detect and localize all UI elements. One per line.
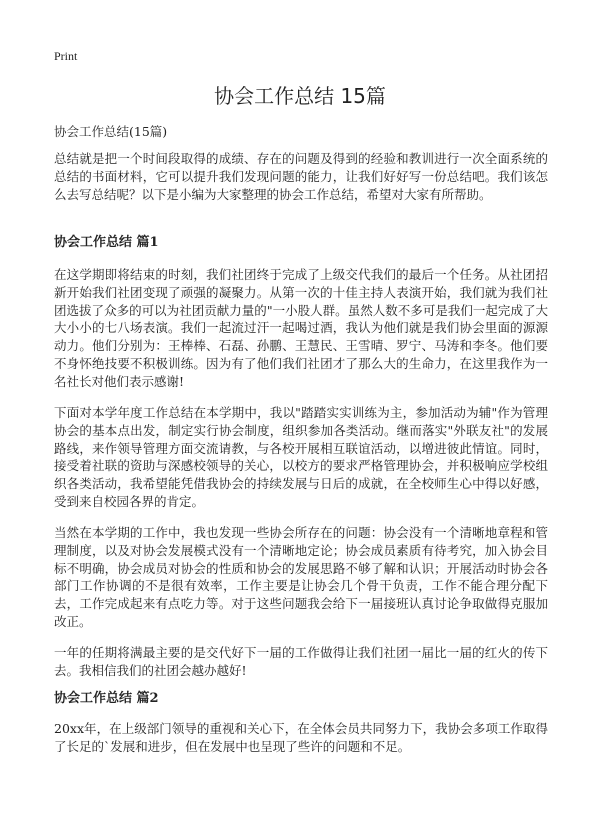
body-paragraph: 当然在本学期的工作中，我也发现一些协会所存在的问题：协会没有一个清晰地章程和管理制度，以及对协会发展模式没有一个清晰地定论；协会成员素质有待考究，加入协会目标不明确，协会成员对协会的性质和协会的发展思路不够了解和认识；开展活动时协会各部门工作协调的不是很有效率，工作主要是让协会几个骨干负责，工作不能合理分配下去，工作完成起来有点吃力等。对于这些问题我会给下一届接班认真讨论争取做得克服加改正。 xyxy=(54,525,548,629)
body-paragraph: 20xx年，在上级部门领导的重视和关心下，在全体会员共同努力下，我协会多项工作取得了长足的`发展和进步，但在发展中也呈现了些许的问题和不足。 xyxy=(54,721,548,754)
section-heading: 协会工作总结 篇1 xyxy=(54,235,159,250)
section-1-paragraph-1-block xyxy=(54,266,548,391)
body-paragraph: 在这学期即将结束的时刻，我们社团终于完成了上级交代我们的最后一个任务。从社团招新开始我们社团变现了顽强的凝聚力。从第一次的十佳主持人表演开始，我们就为我们社团选拔了众多的可以为社团贡献力量的"一小股人群。虽然人数不多可是我们一起完成了大大小小的七八场表演。我们一起流过汗一起喝过酒，我认为他们就是我们协会里面的源源动力。他们分别为：王棒棒、石磊、孙鹏、王慧民、王雪晴、罗宁、马涛和李冬。他们要不身怀绝技要不积极训练。因为有了他们我们社团才了那么大的生命力，在这里我作为一名社长对他们表示感谢! xyxy=(54,267,548,389)
section-2-heading-block xyxy=(54,690,548,708)
section-1-heading-block xyxy=(54,234,548,252)
print-link[interactable]: Print xyxy=(54,49,78,63)
section-1-paragraph-2-block xyxy=(54,404,548,511)
body-paragraph: 一年的任期将满最主要的是交代好下一届的工作做得让我们社团一届比一届的红火的传下去。我相信我们的社团会越办越好! xyxy=(54,645,548,678)
page-title: 协会工作总结 15篇 xyxy=(214,84,386,108)
section-1-paragraph-4-block xyxy=(54,644,548,680)
intro-block xyxy=(54,150,548,203)
body-paragraph: 下面对本学年度工作总结在本学期中，我以"踏踏实实训练为主，参加活动为辅"作为管理协会的基本点出发，制定实行协会制度，组织参加各类活动。继而落实"外联友社"的发展路线，来作领导管理方面交流请教，与各校开展相互联谊活动，以增进彼此情谊。同时，接受着社联的资助与深感校领导的关心，以校方的要求严格管理协会，并积极响应学校组织各类活动，我希望能凭借我协会的持续发展与日后的成就，在全校师生心中得以好感，受到来自校园各界的肯定。 xyxy=(54,405,548,509)
document-subtitle: 协会工作总结(15篇) xyxy=(54,124,168,139)
section-1-paragraph-3-block xyxy=(54,524,548,631)
section-2-paragraph-1-block xyxy=(54,720,548,756)
intro-paragraph: 总结就是把一个时间段取得的成绩、存在的问题及得到的经验和教训进行一次全面系统的总结的书面材料，它可以提升我们发现问题的能力，让我们好好写一份总结吧。我们该怎么去写总结呢？以下是小编为大家整理的协会工作总结，希望对大家有所帮助。 xyxy=(54,151,548,202)
section-heading: 协会工作总结 篇2 xyxy=(54,691,159,706)
